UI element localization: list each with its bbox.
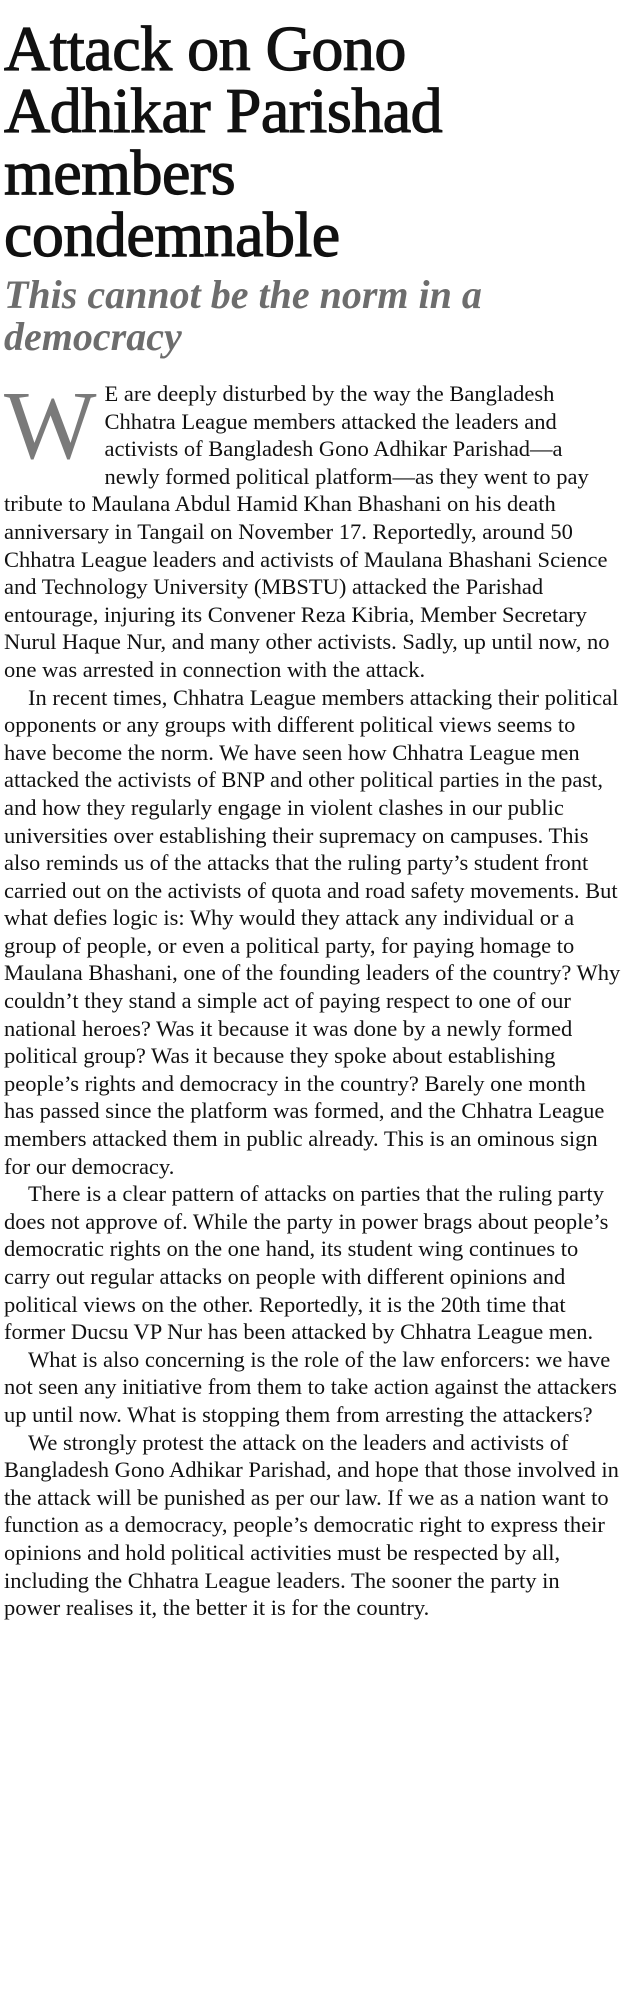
headline-line-3: members [4,137,236,208]
headline [4,13,621,270]
paragraph-5: We strongly protest the attack on the leaders and activists of Bangladesh Gono Adhikar Parishad, and hope that those involved in the attack will be punished as per our law. If we as a nation want to function as a democracy, people’s democratic right to express their opinions and hold political activities must be respected by all, including the Chhatra League leaders. The sooner the party in power realises it, the better it is for the country. [4,1429,619,1621]
drop-cap: W [4,372,97,480]
headline-line-1: Attack on Gono [4,13,406,84]
paragraph-2: In recent times, Chhatra League members attacking their political opponents or any groups with different political views seems to have become the norm. We have seen how Chhatra League men attacked the activists of BNP and other political parties in the past, and how they regularly engage in violent clashes in our public universities over establishing their supremacy on campuses. This also reminds us of the attacks that the ruling party’s student front carried out on the activists of quota and road safety movements. But what defies logic is: Why would they attack any individual or a group of people, or even a political party, for paying homage to Maulana Bhashani, one of the founding leaders of the country? Why couldn’t they stand a simple act of paying respect to one of our national heroes? Was it because it was done by a newly formed political group? Was it because they spoke about establishing people’s rights and democracy in the country? Barely one month has passed since the platform was formed, and the Chhatra League members attacked them in public already. This is an ominous sign for our democracy. [4,684,621,1179]
headline-line-4: condemnable [4,199,340,270]
headline-line-2: Adhikar Parishad [4,75,443,146]
subheadline-line-1: This cannot be the norm in a [4,272,482,317]
paragraph-1-text: E are deeply disturbed by the way the Bangladesh Chhatra League members attacked the leaders and activists of Bangladesh Gono Adhikar Parishad—a newly formed political platform—as they went to pay tribute to Maulana Abdul Hamid Khan Bhashani on his death anniversary in Tangail on November 17. Reportedly, around 50 Chhatra League leaders and activists of Maulana Bhashani Science and Technology University (MBSTU) attacked the Parishad entourage, injuring its Convener Reza Kibria, Member Secretary Nurul Haque Nur, and many other activists. Sadly, up until now, no one was arrested in connection with the attack. [4,381,610,682]
paragraph-3: There is a clear pattern of attacks on parties that the ruling party does not approve of. While the party in power brags about people’s democratic rights on the one hand, its student wing continues to carry out regular attacks on people with different opinions and political views on the other. Reportedly, it is the 20th time that former Ducsu VP Nur has been attacked by Chhatra League men. [4,1181,609,1345]
paragraph-1 [4,372,621,684]
paragraph-4: What is also concerning is the role of the law enforcers: we have not seen any initiative from them to take action against the attackers up until now. What is stopping them from arresting the attackers? [4,1346,617,1427]
subheadline-line-2: democracy [4,314,182,359]
subheadline [4,274,621,358]
article-body [4,372,621,1622]
